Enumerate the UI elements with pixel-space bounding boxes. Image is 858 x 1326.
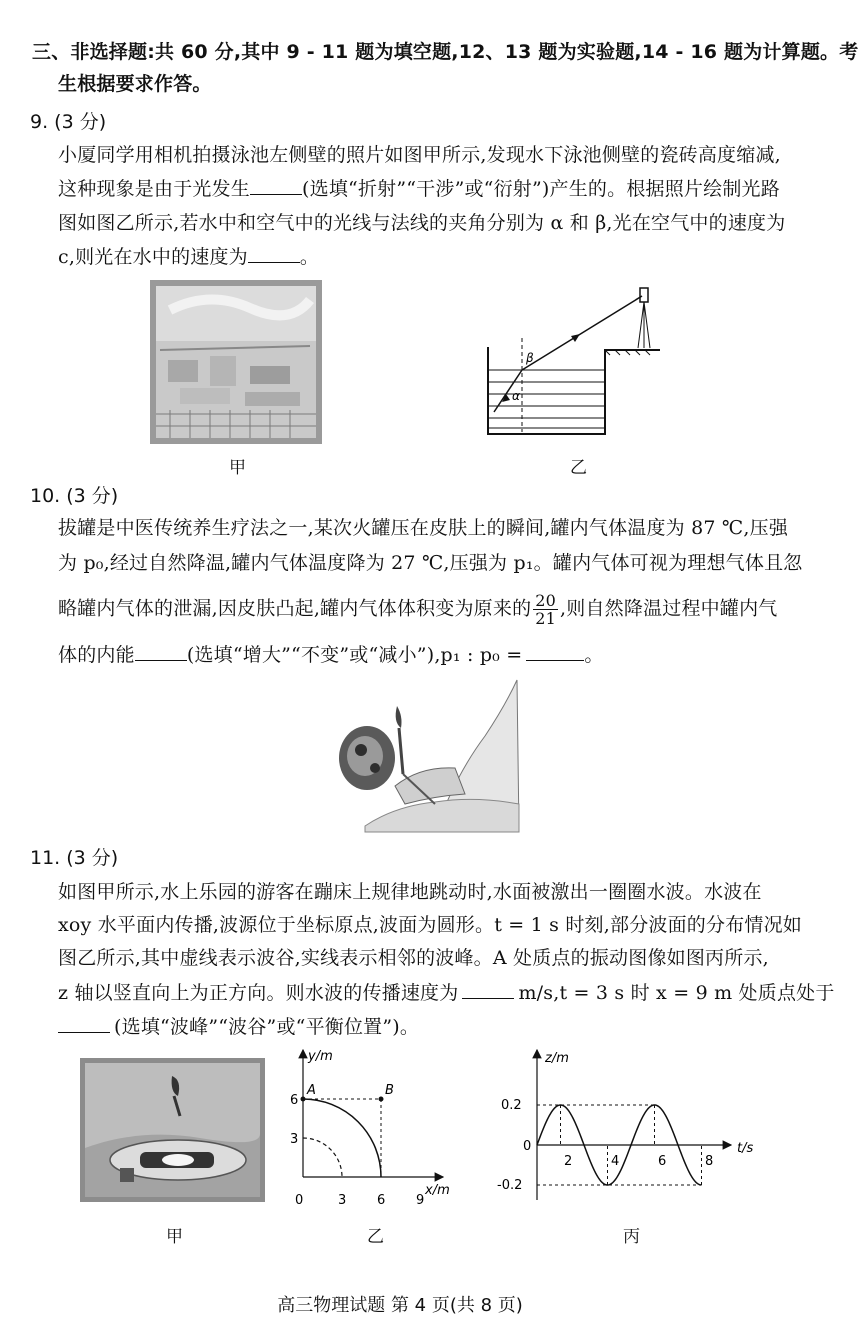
q11c-tick-y-pos: 0.2 — [501, 1098, 522, 1113]
q9-pool-photo — [150, 280, 322, 444]
q11-line5-text: (选填“波峰”“波谷”或“平衡位置”)。 — [114, 1016, 420, 1038]
q10-line4 — [58, 642, 604, 667]
q11-caption-a: 甲 — [166, 1227, 183, 1247]
q11c-tick-x6: 6 — [658, 1154, 667, 1169]
q11-line4a: z 轴以竖直向上为正方向。则水波的传播速度为 — [58, 982, 459, 1004]
q9-label-beta: β — [526, 351, 534, 365]
q11b-point-b: B — [385, 1083, 394, 1098]
q11b-tick-x6: 6 — [377, 1193, 386, 1208]
q11-line1: 如图甲所示,水上乐园的游客在蹦床上规律地跳动时,水面被激出一圈圈水波。水波在 — [58, 881, 762, 903]
q11b-tick-x3: 3 — [338, 1193, 347, 1208]
q11-waterpark-photo — [80, 1058, 265, 1202]
q11-number: 11. (3 分) — [30, 847, 119, 869]
q11c-xlabel: t/s — [737, 1141, 754, 1156]
q10-line3 — [58, 592, 778, 627]
q9-blank1[interactable] — [250, 176, 302, 195]
q11-blank2[interactable] — [58, 1014, 110, 1033]
q11-line4 — [58, 980, 835, 1005]
q11c-tick-y-neg: -0.2 — [497, 1178, 523, 1193]
q10-fraction — [533, 592, 558, 627]
q10-line3a: 略罐内气体的泄漏,因皮肤凸起,罐内气体体积变为原来的 — [58, 597, 532, 620]
q9-line4 — [58, 244, 319, 269]
q11c-tick-x2: 2 — [564, 1154, 573, 1169]
q9-line3: 图如图乙所示,若水中和空气中的光线与法线的夹角分别为 α 和 β,光在空气中的速度为 — [58, 212, 786, 234]
q9-blank2[interactable] — [248, 244, 300, 263]
q11-vibration-chart — [495, 1040, 785, 1210]
q11-line4b: m/s,t = 3 s 时 x = 9 m 处质点处于 — [518, 982, 835, 1004]
q11b-tick-x9: 9 — [416, 1193, 425, 1208]
q11-line2: xoy 水平面内传播,波源位于坐标原点,波面为圆形。t = 1 s 时刻,部分波面的分布情况如 — [58, 914, 803, 936]
q10-line2: 为 p₀,经过自然降温,罐内气体温度降为 27 ℃,压强为 p₁。罐内气体可视为理想气体且忽 — [58, 552, 803, 574]
q10-blank2[interactable] — [526, 642, 584, 661]
q11-line3: 图乙所示,其中虚线表示波谷,实线表示相邻的波峰。A 处质点的振动图像如图丙所示, — [58, 947, 769, 969]
q11c-tick-x4: 4 — [611, 1154, 620, 1169]
q11-line5 — [58, 1014, 419, 1039]
q9-line4b: 。 — [299, 246, 320, 268]
q11b-tick-y6: 6 — [290, 1093, 299, 1108]
q11-blank1[interactable] — [462, 980, 514, 999]
q11b-xlabel: x/m — [425, 1183, 450, 1198]
q10-line4c: 。 — [584, 644, 604, 666]
q9-line1: 小厦同学用相机拍摄泳池左侧壁的照片如图甲所示,发现水下泳池侧壁的瓷砖高度缩减, — [58, 144, 781, 166]
q10-line4b: (选填“增大”“不变”或“减小”),p₁ : p₀ = — [186, 644, 523, 666]
q9-line4a: c,则光在水中的速度为 — [58, 246, 248, 268]
q9-number: 9. (3 分) — [30, 111, 107, 133]
q10-frac-den: 21 — [535, 609, 557, 628]
section-header-line1: 三、非选择题:共 60 分,其中 9 - 11 题为填空题,12、13 题为实验题,14 - 16 题为计算题。考 — [32, 41, 858, 63]
q10-line3b: ,则自然降温过程中罐内气 — [560, 597, 778, 620]
q9-line2b: (选填“折射”“干涉”或“衍射”)产生的。根据照片绘制光路 — [302, 178, 780, 200]
q11c-tick-y-zero: 0 — [523, 1139, 532, 1154]
q9-caption-a: 甲 — [229, 458, 246, 478]
section-header-line2: 生根据要求作答。 — [58, 73, 212, 95]
q9-line2 — [58, 176, 780, 201]
q10-line4a: 体的内能 — [58, 644, 135, 666]
q11-wavefront-diagram — [285, 1042, 455, 1210]
q9-line2a: 这种现象是由于光发生 — [58, 178, 251, 200]
q10-frac-num: 20 — [535, 591, 557, 610]
q9-label-alpha: α — [512, 389, 520, 403]
q11b-tick-x0: 0 — [295, 1193, 304, 1208]
q10-blank1[interactable] — [135, 642, 187, 661]
q9-caption-b: 乙 — [570, 458, 587, 478]
q11-caption-c: 丙 — [623, 1227, 640, 1247]
q11-caption-b: 乙 — [367, 1227, 384, 1247]
q10-number: 10. (3 分) — [30, 485, 119, 507]
q11b-tick-y3: 3 — [290, 1132, 299, 1147]
q11c-ylabel: z/m — [545, 1051, 569, 1066]
q9-light-path-diagram — [480, 282, 690, 442]
q11b-ylabel: y/m — [308, 1049, 333, 1064]
q11b-point-a: A — [307, 1083, 316, 1098]
page-footer: 高三物理试题 第 4 页(共 8 页) — [277, 1295, 523, 1316]
q10-cupping-photo — [285, 676, 520, 834]
q10-line1: 拔罐是中医传统养生疗法之一,某次火罐压在皮肤上的瞬间,罐内气体温度为 87 ℃,压强 — [58, 517, 789, 539]
q11c-tick-x8: 8 — [705, 1154, 714, 1169]
